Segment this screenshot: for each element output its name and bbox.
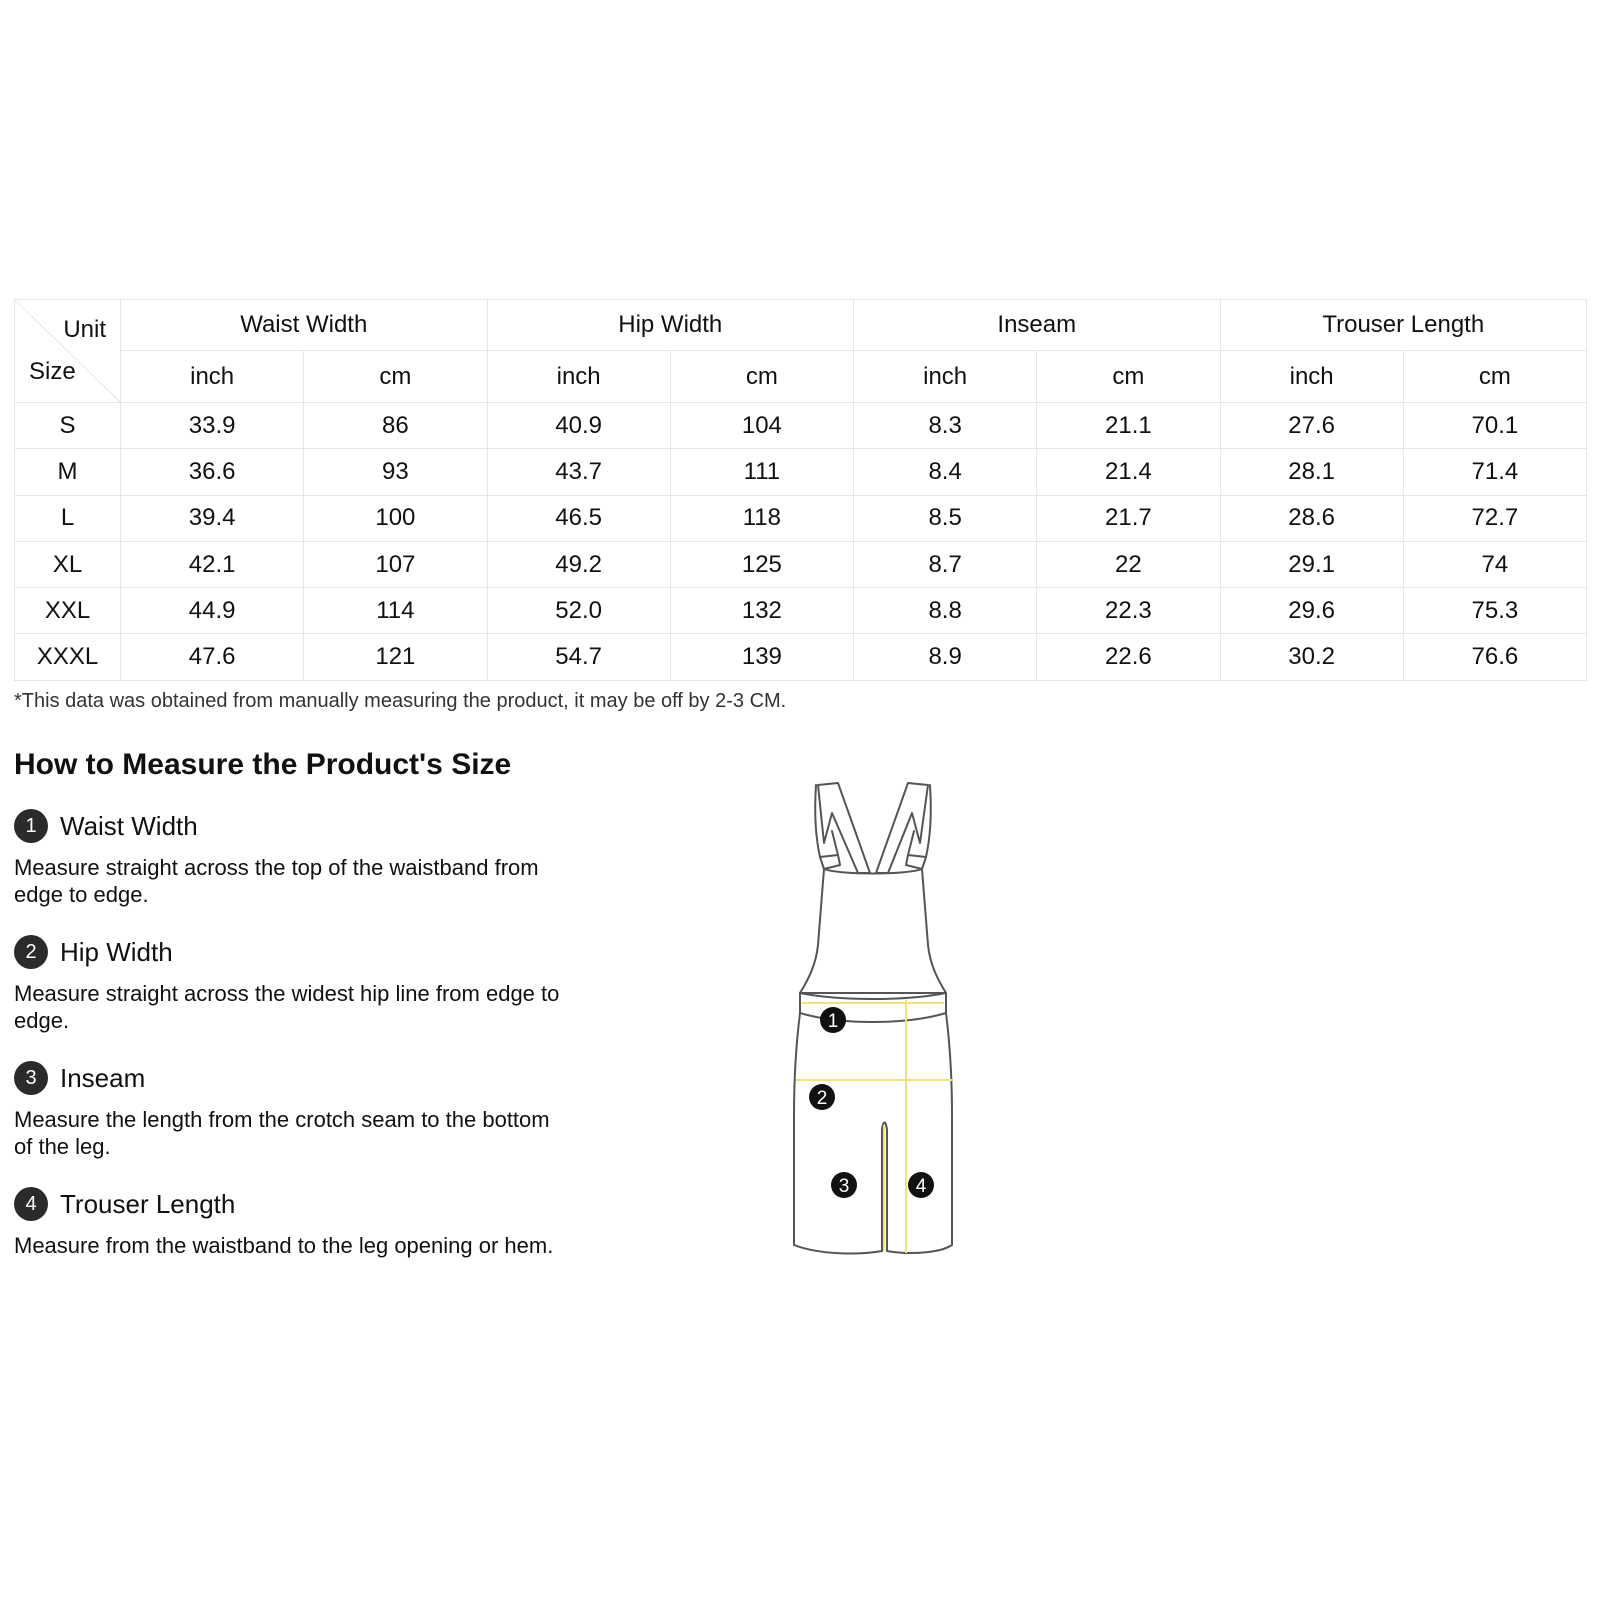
value-cell: 71.4 xyxy=(1403,449,1586,495)
value-cell: 44.9 xyxy=(121,588,304,634)
header-waist-width: Waist Width xyxy=(121,300,488,351)
value-cell: 72.7 xyxy=(1403,495,1586,541)
step-waist-width xyxy=(14,808,574,908)
value-cell: 22 xyxy=(1037,541,1220,587)
step-number-badge: 3 xyxy=(14,1061,48,1095)
value-cell: 8.3 xyxy=(854,403,1037,449)
value-cell: 74 xyxy=(1403,541,1586,587)
value-cell: 118 xyxy=(670,495,853,541)
unit-header: cm xyxy=(670,351,853,403)
unit-header: cm xyxy=(1403,351,1586,403)
value-cell: 100 xyxy=(304,495,487,541)
marker-1 xyxy=(820,1007,846,1033)
value-cell: 86 xyxy=(304,403,487,449)
step-title: Hip Width xyxy=(60,936,173,967)
corner-unit-label: Unit xyxy=(63,316,106,343)
value-cell: 22.6 xyxy=(1037,634,1220,680)
marker-4 xyxy=(908,1172,934,1198)
step-trouser-length xyxy=(14,1186,574,1259)
step-description: Measure from the waistband to the leg opening or hem. xyxy=(14,1233,554,1258)
value-cell: 121 xyxy=(304,634,487,680)
svg-text:2: 2 xyxy=(816,1088,828,1109)
value-cell: 75.3 xyxy=(1403,588,1586,634)
value-cell: 29.1 xyxy=(1220,541,1403,587)
value-cell: 132 xyxy=(670,588,853,634)
value-cell: 33.9 xyxy=(121,403,304,449)
value-cell: 107 xyxy=(304,541,487,587)
value-cell: 46.5 xyxy=(487,495,670,541)
step-number-badge: 1 xyxy=(14,809,48,843)
value-cell: 125 xyxy=(670,541,853,587)
value-cell: 40.9 xyxy=(487,403,670,449)
overalls-diagram-icon xyxy=(780,775,980,1270)
svg-text:3: 3 xyxy=(838,1176,850,1197)
marker-2 xyxy=(809,1084,835,1110)
value-cell: 29.6 xyxy=(1220,588,1403,634)
value-cell: 47.6 xyxy=(121,634,304,680)
unit-header: inch xyxy=(487,351,670,403)
value-cell: 42.1 xyxy=(121,541,304,587)
value-cell: 30.2 xyxy=(1220,634,1403,680)
value-cell: 43.7 xyxy=(487,449,670,495)
value-cell: 54.7 xyxy=(487,634,670,680)
unit-header: cm xyxy=(1037,351,1220,403)
corner-size-label: Size xyxy=(29,358,76,385)
how-to-measure-title: How to Measure the Product's Size xyxy=(14,748,512,781)
value-cell: 8.7 xyxy=(854,541,1037,587)
value-cell: 27.6 xyxy=(1220,403,1403,449)
unit-header: inch xyxy=(121,351,304,403)
value-cell: 70.1 xyxy=(1403,403,1586,449)
table-row xyxy=(15,541,1587,587)
value-cell: 76.6 xyxy=(1403,634,1586,680)
step-title: Inseam xyxy=(60,1062,146,1093)
table-unit-row xyxy=(15,351,1587,403)
table-row xyxy=(15,403,1587,449)
header-hip-width: Hip Width xyxy=(487,300,854,351)
step-inseam xyxy=(14,1060,574,1160)
value-cell: 21.7 xyxy=(1037,495,1220,541)
value-cell: 52.0 xyxy=(487,588,670,634)
marker-3 xyxy=(831,1172,857,1198)
value-cell: 21.1 xyxy=(1037,403,1220,449)
step-description: Measure straight across the widest hip line from edge to edge. xyxy=(14,981,560,1033)
value-cell: 28.6 xyxy=(1220,495,1403,541)
value-cell: 8.5 xyxy=(854,495,1037,541)
step-hip-width xyxy=(14,934,574,1034)
value-cell: 93 xyxy=(304,449,487,495)
value-cell: 28.1 xyxy=(1220,449,1403,495)
measurement-note: *This data was obtained from manually measuring the product, it may be off by 2-3 CM. xyxy=(14,690,787,712)
header-trouser-length: Trouser Length xyxy=(1220,300,1587,351)
size-cell: XXXL xyxy=(15,634,121,680)
size-cell: M xyxy=(15,449,121,495)
table-row xyxy=(15,634,1587,680)
unit-header: cm xyxy=(304,351,487,403)
step-number-badge: 4 xyxy=(14,1187,48,1221)
value-cell: 8.4 xyxy=(854,449,1037,495)
value-cell: 104 xyxy=(670,403,853,449)
size-cell: XXL xyxy=(15,588,121,634)
value-cell: 111 xyxy=(670,449,853,495)
value-cell: 139 xyxy=(670,634,853,680)
table-header-row xyxy=(15,300,1587,351)
unit-header: inch xyxy=(854,351,1037,403)
value-cell: 21.4 xyxy=(1037,449,1220,495)
size-cell: XL xyxy=(15,541,121,587)
step-description: Measure straight across the top of the waistband from edge to edge. xyxy=(14,855,539,907)
value-cell: 39.4 xyxy=(121,495,304,541)
header-inseam: Inseam xyxy=(854,300,1221,351)
step-description: Measure the length from the crotch seam to the bottom of the leg. xyxy=(14,1107,550,1159)
size-cell: L xyxy=(15,495,121,541)
value-cell: 8.8 xyxy=(854,588,1037,634)
table-row xyxy=(15,495,1587,541)
table-row xyxy=(15,449,1587,495)
step-number-badge: 2 xyxy=(14,935,48,969)
corner-cell xyxy=(15,300,121,403)
svg-text:4: 4 xyxy=(915,1176,927,1197)
table-row xyxy=(15,588,1587,634)
size-cell: S xyxy=(15,403,121,449)
value-cell: 49.2 xyxy=(487,541,670,587)
value-cell: 8.9 xyxy=(854,634,1037,680)
step-title: Waist Width xyxy=(60,810,198,841)
value-cell: 22.3 xyxy=(1037,588,1220,634)
svg-text:1: 1 xyxy=(827,1011,839,1032)
value-cell: 114 xyxy=(304,588,487,634)
step-title: Trouser Length xyxy=(60,1188,236,1219)
value-cell: 36.6 xyxy=(121,449,304,495)
size-chart-table xyxy=(14,299,1587,681)
unit-header: inch xyxy=(1220,351,1403,403)
